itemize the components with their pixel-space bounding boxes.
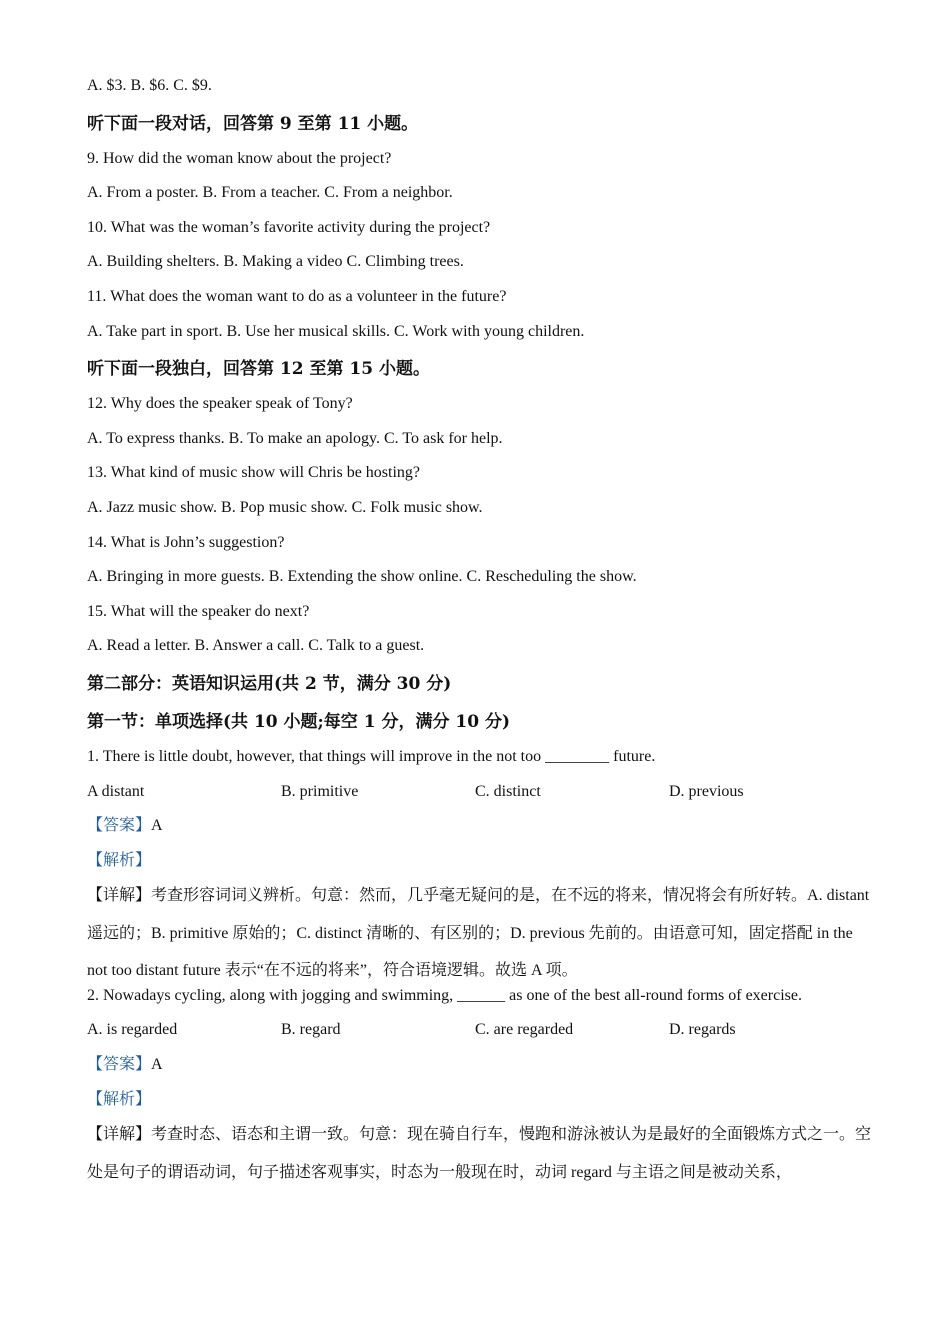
detail-text: 考查形容词词义辨析。句意：然而，几乎毫无疑问的是，在不远的将来，情况将会有所好转。A. distant 遥远的；B. primitive 原始的；C. distinct 清晰的、有区别的；D. previous 先前的。由语意可知，固定搭配 in the not too distant future 表示“在不远的将来”，符合语境逻辑。故选 A 项。 [87, 887, 870, 980]
mc-q1-option-a: A distant [87, 782, 145, 800]
q14-options: A. Bringing in more guests. B. Extending the show online. C. Rescheduling the show. [87, 568, 637, 586]
mc-q1-option-b: B. primitive [281, 782, 359, 800]
q12-options: A. To express thanks. B. To make an apology. C. To ask for help. [87, 429, 503, 447]
document-page [87, 76, 877, 1187]
mc-q1-option-c: C. distinct [475, 782, 541, 800]
analysis-label: 【解析】 [87, 851, 152, 869]
mc-q2-option-c: C. are regarded [475, 1021, 574, 1039]
answer-label: 【答案】 [87, 1055, 152, 1073]
mc-q2-question: 2. Nowadays cycling, along with jogging and swimming, ______ as one of the best all-round forms of exercise. [87, 986, 802, 1004]
mc-q1-option-d: D. previous [669, 782, 744, 800]
section-heading-monologue: 听下面一段独白，回答第 12 至第 15 小题。 [87, 359, 430, 380]
q15-options: A. Read a letter. B. Answer a call. C. Talk to a guest. [87, 637, 425, 655]
mc-q1-options [87, 782, 877, 817]
q9-question: 9. How did the woman know about the project? [87, 149, 392, 167]
detail-text: 考查时态、语态和主谓一致。句意：现在骑自行车，慢跑和游泳被认为是最好的全面锻炼方式之一。空处是句子的谓语动词，句子描述客观事实，时态为一般现在时，动词 regard 与主语之间是被动关系， [87, 1126, 872, 1181]
q11-options: A. Take part in sport. B. Use her musical skills. C. Work with young children. [87, 322, 585, 340]
answer-value: A [151, 817, 163, 835]
q12-question: 12. Why does the speaker speak of Tony? [87, 395, 353, 413]
q14-question: 14. What is John’s suggestion? [87, 533, 285, 551]
q11-question: 11. What does the woman want to do as a volunteer in the future? [87, 287, 507, 305]
part2-title: 第二部分：英语知识运用(共 2 节，满分 30 分) [87, 673, 452, 694]
analysis-label: 【解析】 [87, 1090, 152, 1108]
mc-q2-option-d: D. regards [669, 1021, 736, 1039]
mc-q2-options [87, 1020, 877, 1055]
q15-question: 15. What will the speaker do next? [87, 602, 310, 620]
detail-label: 【详解】 [87, 1126, 152, 1144]
answer-label: 【答案】 [87, 817, 152, 835]
answer-value: A [151, 1055, 163, 1073]
section-heading-dialog: 听下面一段对话，回答第 9 至第 11 小题。 [87, 113, 419, 134]
q9-options: A. From a poster. B. From a teacher. C. From a neighbor. [87, 184, 453, 202]
mc-q2-option-b: B. regard [281, 1021, 341, 1039]
mc-q2-answer [87, 1055, 877, 1090]
mc-q2-option-a: A. is regarded [87, 1021, 178, 1039]
part2-section1-title: 第一节：单项选择(共 10 小题;每空 1 分，满分 10 分) [87, 711, 511, 732]
q13-options: A. Jazz music show. B. Pop music show. C. Folk music show. [87, 498, 483, 516]
mc-q2-detail [87, 1116, 877, 1191]
mc-q1-answer [87, 816, 877, 851]
q13-question: 13. What kind of music show will Chris be hosting? [87, 464, 421, 482]
detail-label: 【详解】 [87, 887, 152, 905]
mc-q1-question: 1. There is little doubt, however, that things will improve in the not too ________ future. [87, 747, 656, 765]
q8-options: A. $3. B. $6. C. $9. [87, 77, 212, 94]
q10-question: 10. What was the woman’s favorite activity during the project? [87, 218, 491, 236]
mc-q1-detail [87, 877, 877, 990]
q10-options: A. Building shelters. B. Making a video C. Climbing trees. [87, 253, 464, 271]
